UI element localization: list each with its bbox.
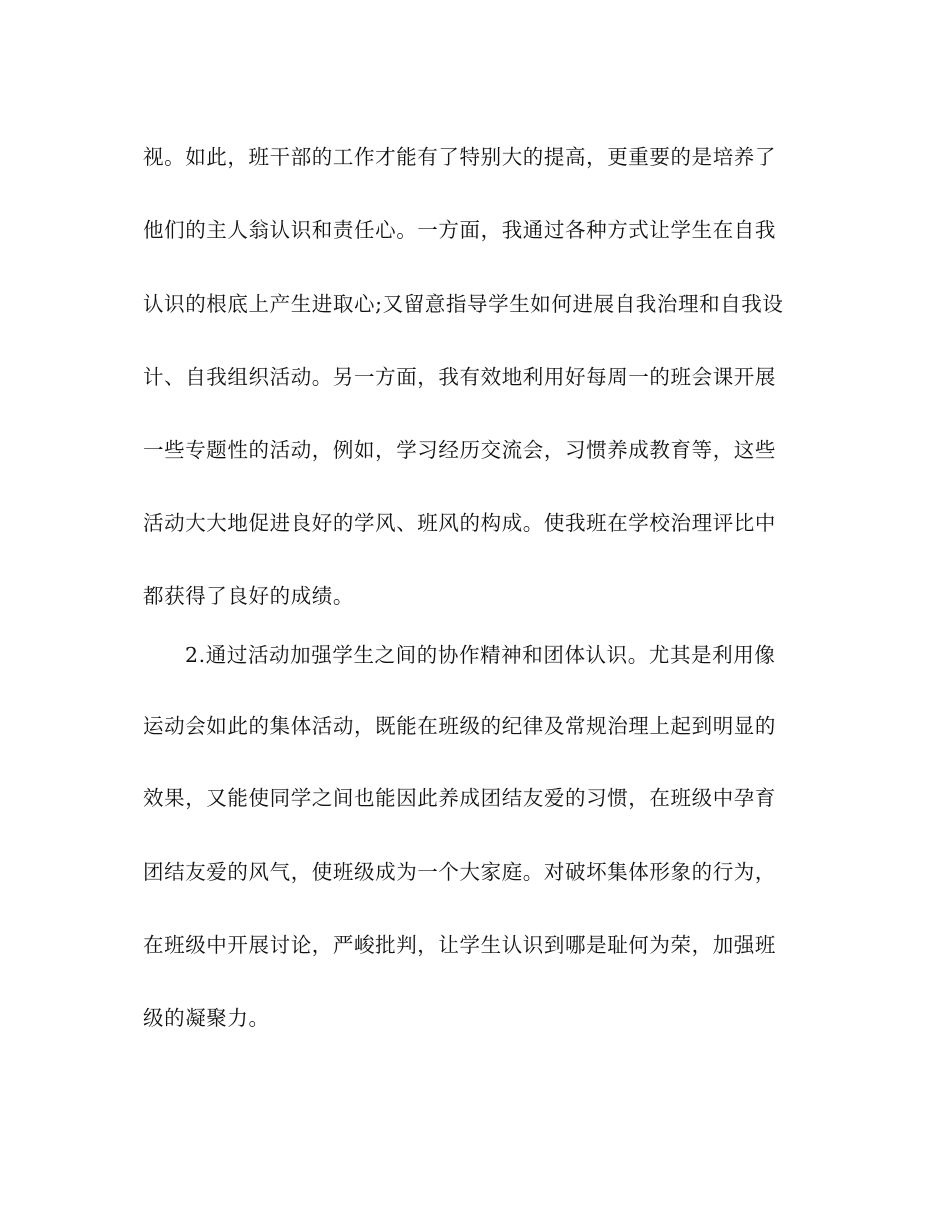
paragraph-line: 计、自我组织活动。另一方面，我有效地利用好每周一的班会课开展 <box>143 365 776 389</box>
paragraph-line: 活动大大地促进良好的学风、班风的构成。使我班在学校治理评比中 <box>143 511 776 535</box>
paragraph-line: 团结友爱的风气，使班级成为一个大家庭。对破坏集体形象的行为， <box>143 860 776 884</box>
numbered-paragraph-line: 2.通过活动加强学生之间的协作精神和团体认识。尤其是利用像 <box>185 643 776 667</box>
paragraph-line: 效果，又能使同学之间也能因此养成团结友爱的习惯，在班级中孕育 <box>143 786 776 810</box>
paragraph-line: 运动会如此的集体活动，既能在班级的纪律及常规治理上起到明显的 <box>143 714 776 738</box>
paragraph-line: 认识的根底上产生进取心;又留意指导学生如何进展自我治理和自我设 <box>143 292 784 316</box>
paragraph-line: 他们的主人翁认识和责任心。一方面，我通过各种方式让学生在自我 <box>143 218 776 242</box>
paragraph-line: 级的凝聚力。 <box>143 1006 270 1030</box>
paragraph-line: 视。如此，班干部的工作才能有了特别大的提高，更重要的是培养了 <box>143 145 776 169</box>
paragraph-line: 都获得了良好的成绩。 <box>143 584 354 608</box>
paragraph-line: 一些专题性的活动，例如，学习经历交流会，习惯养成教育等，这些 <box>143 438 776 462</box>
paragraph-line: 在班级中开展讨论，严峻批判，让学生认识到哪是耻何为荣，加强班 <box>143 933 776 957</box>
